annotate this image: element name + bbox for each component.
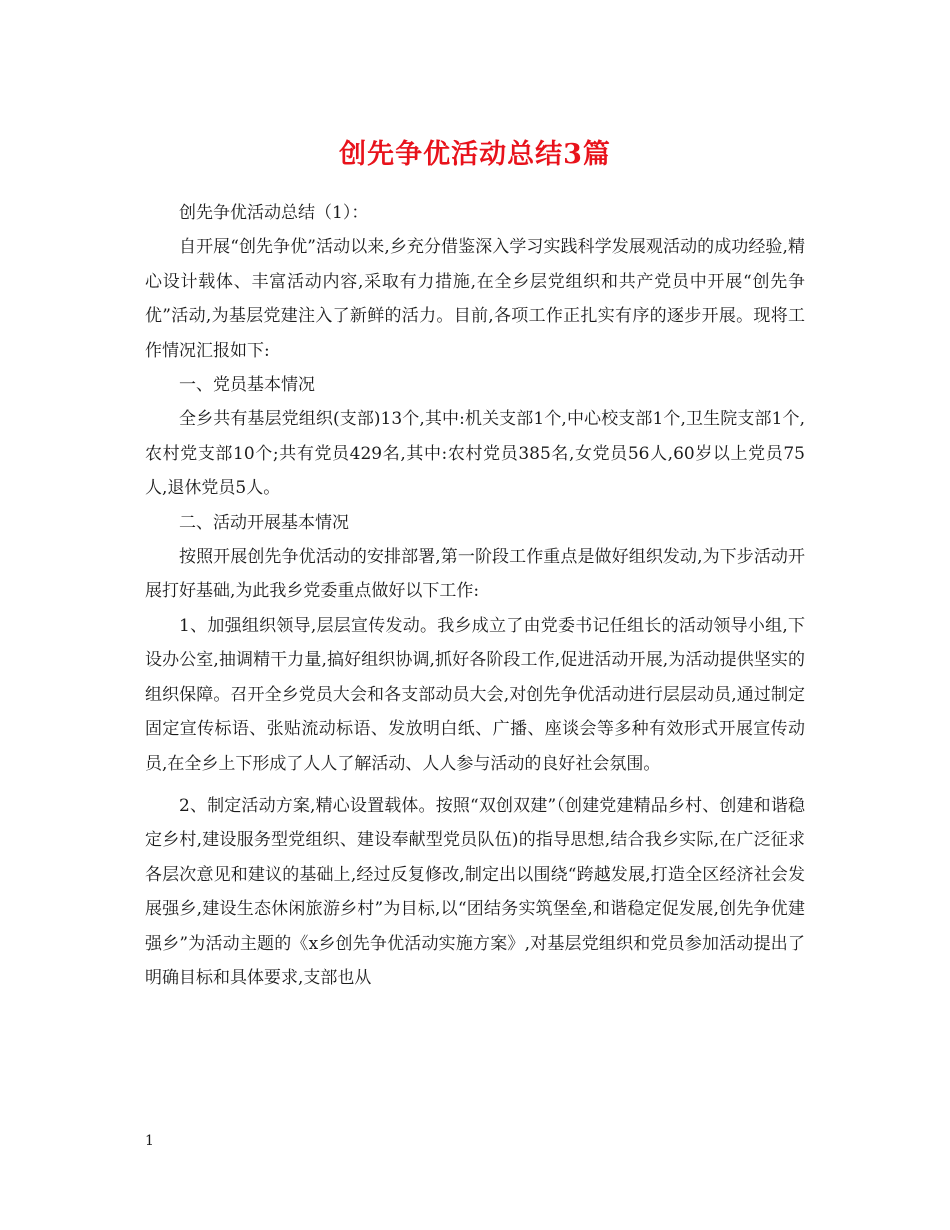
paragraph-intro: 自开展“创先争优”活动以来,乡充分借鉴深入学习实践科学发展观活动的成功经验,精心设计载体、丰富活动内容,采取有力措施,在全乡层党组织和共产党员中开展“创先争优”活动,为基层党建注入了新鲜的活力。目前,各项工作正扎实有序的逐步开展。现将工作情况汇报如下: (145, 237, 805, 361)
paragraph-party-members: 全乡共有基层党组织(支部)13个,其中:机关支部1个,中心校支部1个,卫生院支部1个,农村党支部10个;共有党员429名,其中:农村党员385名,女党员56人,60岁以上党员75人,退休党员5人。 (145, 409, 805, 499)
paragraph-item-2: 2、制定活动方案,精心设置载体。按照“双创双建”（创建党建精品乡村、创建和谐稳定乡村,建设服务型党组织、建设奉献型党员队伍)的指导思想,结合我乡实际,在广泛征求各层次意见和建议的基础上,经过反复修改,制定出以围绕“跨越发展,打造全区经济社会发展强乡,建设生态休闲旅游乡村”为目标,以“团结务实筑堡垒,和谐稳定促发展,创先争优建强乡”为活动主题的《x乡创先争优活动实施方案》,对基层党组织和党员参加活动提出了明确目标和具体要求,支部也从 (145, 795, 805, 988)
paragraph-section-heading: 创先争优活动总结（1）： (179, 203, 369, 223)
document-title: 创先争优活动总结3篇 (339, 139, 611, 170)
paragraph-item-1: 1、加强组织领导,层层宣传发动。我乡成立了由党委书记任组长的活动领导小组,下设办公室,抽调精干力量,搞好组织协调,抓好各阶段工作,促进活动开展,为活动提供坚实的组织保障。召开全乡党员大会和各支部动员大会,对创先争优活动进行层层动员,通过制定固定宣传标语、张贴流动标语、发放明白纸、广播、座谈会等多种有效形式开展宣传动员,在全乡上下形成了人人了解活动、人人参与活动的良好社会氛围。 (145, 615, 805, 774)
paragraph-activities-intro: 按照开展创先争优活动的安排部署,第一阶段工作重点是做好组织发动,为下步活动开展打好基础,为此我乡党委重点做好以下工作: (145, 547, 805, 602)
paragraph-heading-party-members: 一、党员基本情况 (179, 375, 315, 396)
document-body (145, 196, 805, 995)
page-number: 1 (145, 1133, 154, 1149)
paragraph-heading-activities: 二、活动开展基本情况 (179, 512, 349, 533)
